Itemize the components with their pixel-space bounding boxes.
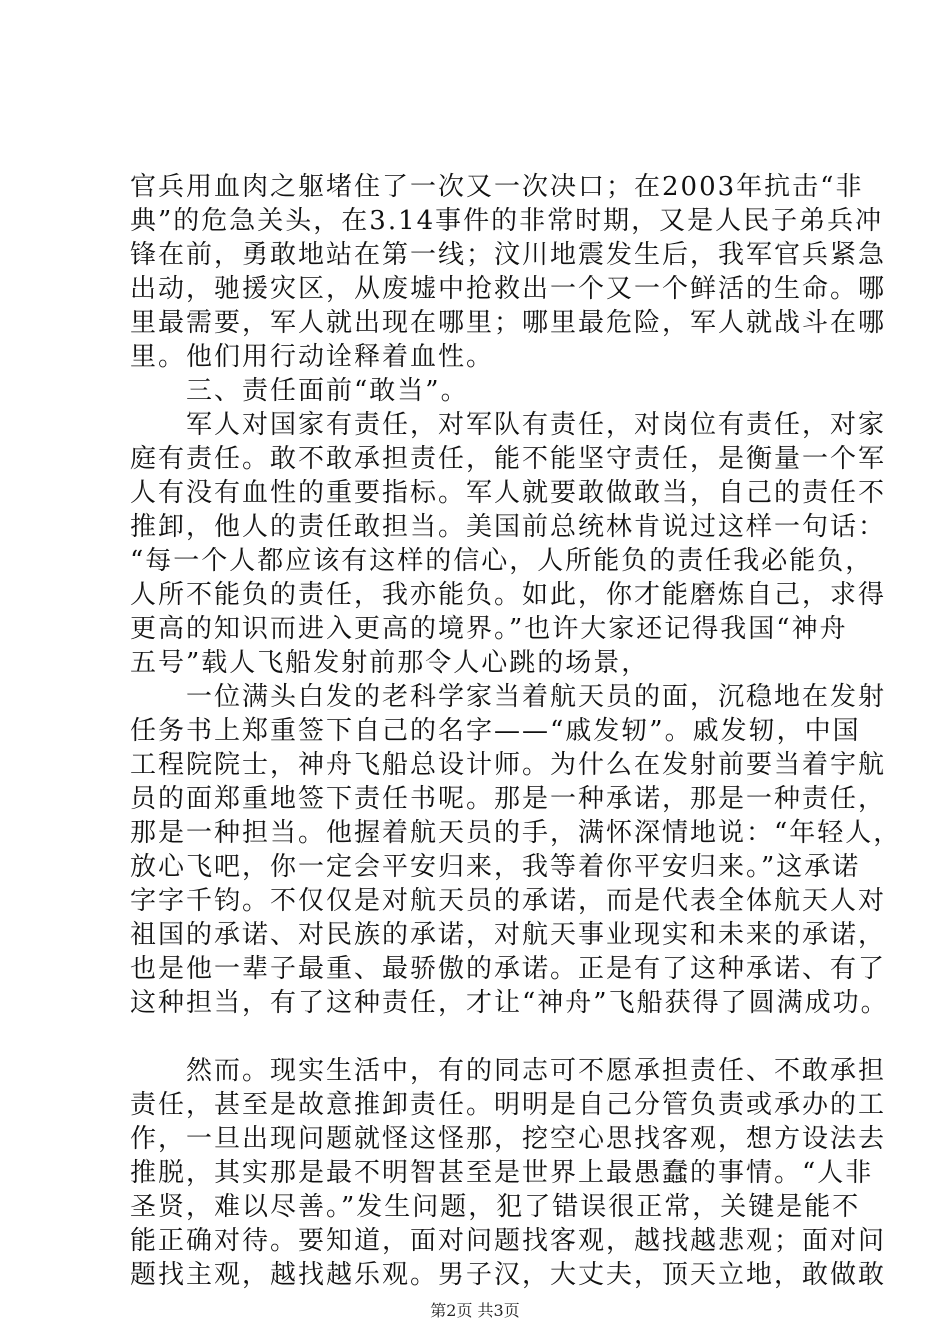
text-line: “每一个人都应该有这样的信心，人所能负的责任我必能负， <box>130 546 874 576</box>
text-line: 里。他们用行动诠释着血性。 <box>130 342 495 372</box>
text-line: 圣贤，难以尽善。”发生问题，犯了错误很正常，关键是能不 <box>130 1192 861 1222</box>
paragraph <box>130 170 887 374</box>
text-line: 任务书上郑重签下自己的名字——“戚发轫”。戚发轫，中国 <box>130 716 861 746</box>
text-line: 题找主观，越找越乐观。男子汉，大丈夫，顶天立地，敢做敢 <box>130 1260 887 1290</box>
section-heading: 三、责任面前“敢当”。 <box>130 376 469 406</box>
text-line: 锋在前，勇敢地站在第一线；汶川地震发生后，我军官兵紧急 <box>130 240 887 270</box>
text-line: 也是他一辈子最重、最骄傲的承诺。正是有了这种承诺、有了 <box>130 954 887 984</box>
text-line: 这种担当，有了这种责任，才让“神舟”飞船获得了圆满成功。 <box>130 988 889 1018</box>
text-line: 五号”载人飞船发射前那令人心跳的场景， <box>130 648 650 678</box>
paragraph-spacer <box>130 1020 830 1054</box>
text-line: 里最需要，军人就出现在哪里；哪里最危险，军人就战斗在哪 <box>130 308 887 338</box>
text-line: 典”的危急关头，在3.14事件的非常时期，又是人民子弟兵冲 <box>130 206 884 236</box>
text-line: 员的面郑重地签下责任书呢。那是一种承诺，那是一种责任， <box>130 784 887 814</box>
paragraph <box>130 680 902 1020</box>
text-line: 能正确对待。要知道，面对问题找客观，越找越悲观；面对问 <box>130 1226 887 1256</box>
paragraph <box>130 1054 887 1292</box>
paragraph <box>130 408 887 680</box>
text-line: 放心飞吧，你一定会平安归来，我等着你平安归来。”这承诺 <box>130 852 861 882</box>
text-line: 那是一种担当。他握着航天员的手，满怀深情地说：“年轻人， <box>130 818 902 848</box>
text-line: 作，一旦出现问题就怪这怪那，挖空心思找客观，想方设法去 <box>130 1124 887 1154</box>
text-line: 更高的知识而进入更高的境界。”也许大家还记得我国“神舟 <box>130 614 848 644</box>
text-line: 人有没有血性的重要指标。军人就要敢做敢当，自己的责任不 <box>130 478 887 508</box>
text-line: 庭有责任。敢不敢承担责任，能不能坚守责任，是衡量一个军 <box>130 444 887 474</box>
text-line: 然而。现实生活中，有的同志可不愿承担责任、不敢承担 <box>130 1056 887 1086</box>
text-line: 一位满头白发的老科学家当着航天员的面，沉稳地在发射 <box>130 682 887 712</box>
document-body <box>130 170 902 1292</box>
text-line: 工程院院士，神舟飞船总设计师。为什么在发射前要当着宇航 <box>130 750 887 780</box>
text-line: 官兵用血肉之躯堵住了一次又一次决口；在2003年抗击“非 <box>130 172 864 202</box>
text-line: 字字千钧。不仅仅是对航天员的承诺，而是代表全体航天人对 <box>130 886 887 916</box>
text-line: 军人对国家有责任，对军队有责任，对岗位有责任，对家 <box>130 410 887 440</box>
text-line: 责任，甚至是故意推卸责任。明明是自己分管负责或承办的工 <box>130 1090 887 1120</box>
text-line: 祖国的承诺、对民族的承诺，对航天事业现实和未来的承诺， <box>130 920 887 950</box>
text-line: 出动，驰援灾区，从废墟中抢救出一个又一个鲜活的生命。哪 <box>130 274 887 304</box>
text-line: 推脱，其实那是最不明智甚至是世界上最愚蠢的事情。“人非 <box>130 1158 874 1188</box>
text-line: 推卸，他人的责任敢担当。美国前总统林肯说过这样一句话： <box>130 512 887 542</box>
page-number-footer: 第2页 共3页 <box>430 1301 520 1320</box>
text-line: 人所不能负的责任，我亦能负。如此，你才能磨炼自己，求得 <box>130 580 887 610</box>
